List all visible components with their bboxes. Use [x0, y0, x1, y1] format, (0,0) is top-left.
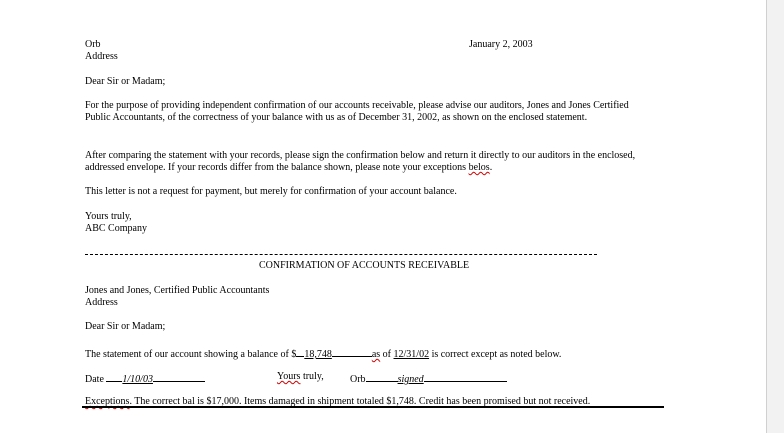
signature: signed — [397, 374, 424, 385]
statement-of: of — [380, 349, 394, 360]
recipient-address: Address — [85, 297, 118, 308]
date-line — [85, 371, 205, 386]
as-of-date: 12/31/02 — [393, 349, 430, 360]
as-word: as — [371, 349, 381, 360]
confirmation-salutation: Dear Sir or Madam; — [85, 321, 166, 332]
balance-statement — [85, 346, 561, 361]
balance-trail-blank — [332, 346, 372, 357]
misspelled-word: belos — [468, 162, 490, 173]
exceptions-rule — [82, 406, 664, 408]
cut-line — [85, 254, 597, 255]
statement-suffix: is correct except as noted below. — [429, 349, 562, 360]
company-name: ABC Company — [85, 223, 147, 234]
signature-lead-blank — [366, 371, 398, 382]
exceptions-text: . The correct bal is $17,000. Items damaged in shipment totaled $1,748. Credit has been promised but not received. — [129, 396, 591, 407]
paragraph-2 — [85, 150, 645, 174]
date-trail-blank — [153, 371, 205, 382]
signature-line — [350, 371, 507, 386]
signature-trail-blank — [424, 371, 507, 382]
sender-name: Orb — [85, 39, 101, 50]
sender-address: Address — [85, 51, 118, 62]
signer-name: Orb — [350, 374, 366, 385]
exceptions-label: Exceptions — [85, 396, 130, 407]
closing: Yours truly, — [85, 211, 132, 222]
balance-value: 18,748 — [304, 349, 332, 360]
paragraph-1: For the purpose of providing independent confirmation of our accounts receivable, please advise our auditors, Jones and Jones Certified Public Accountants, of the correctness of your balance with us as of December 31, 2002, as shown on the enclosed statement. — [85, 100, 629, 123]
confirmation-heading: CONFIRMATION OF ACCOUNTS RECEIVABLE — [259, 260, 470, 271]
date-label: Date — [85, 374, 107, 385]
truly-word: truly, — [300, 371, 324, 382]
date-value: 1/10/03 — [122, 374, 153, 385]
paragraph-2-text: After comparing the statement with your records, please sign the confirmation below and return it directly to our auditors in the enclosed, addressed envelope. If your records differ from the balance shown, please note your exceptions — [85, 150, 636, 173]
yours-word: Yours — [277, 371, 301, 382]
recipient-name: Jones and Jones, Certified Public Accountants — [85, 285, 270, 296]
date-lead-blank — [106, 371, 122, 382]
paragraph-2-end: . — [489, 162, 493, 173]
statement-prefix: The statement of our account showing a balance of $ — [85, 349, 297, 360]
letter-salutation: Dear Sir or Madam; — [85, 76, 166, 87]
letter-date: January 2, 2003 — [469, 39, 533, 50]
page-edge-shade — [766, 0, 784, 433]
paragraph-3: This letter is not a request for payment, but merely for confirmation of your account balance. — [85, 186, 457, 197]
yours-truly-line — [277, 371, 324, 383]
